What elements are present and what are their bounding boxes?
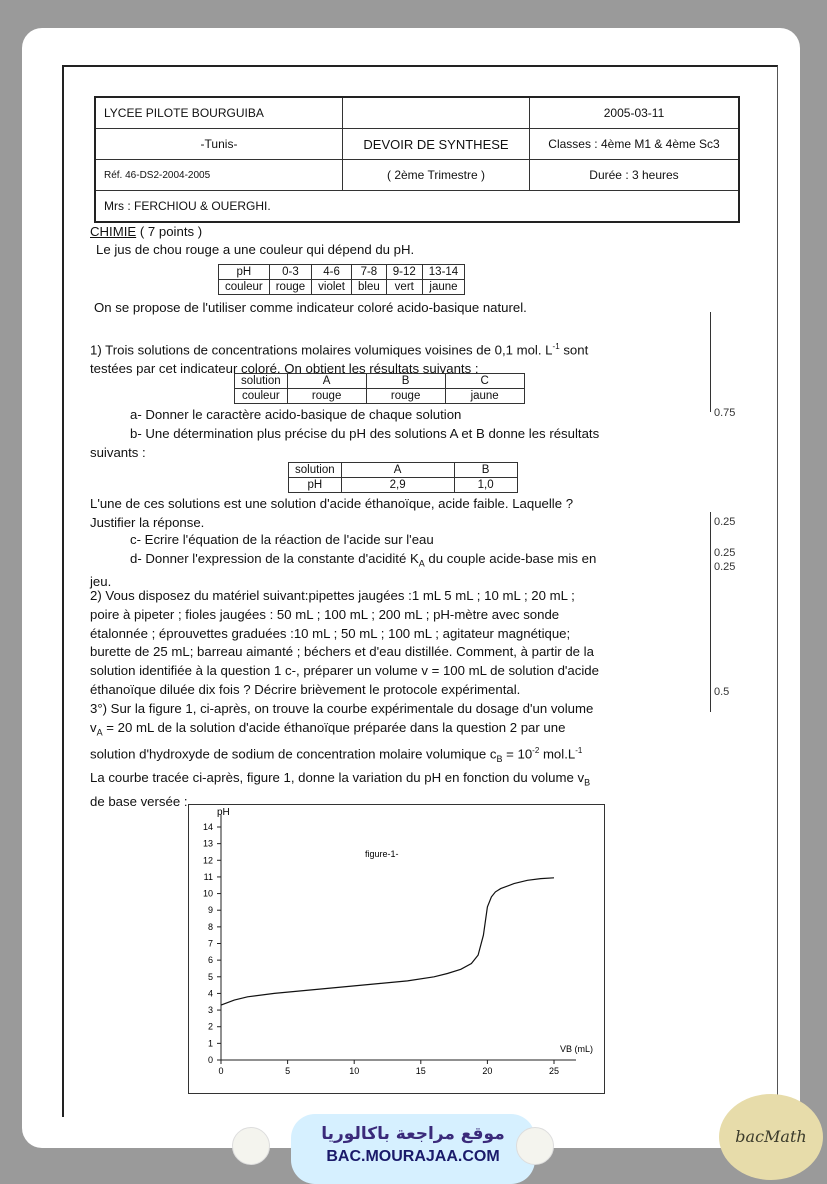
margin-point: 0.25 bbox=[714, 561, 736, 573]
margin-point: 0.75 bbox=[714, 407, 736, 419]
chart-title: figure-1- bbox=[365, 849, 399, 859]
x-tick-label: 15 bbox=[415, 1066, 426, 1076]
indicator-table: pH 0-3 4-6 7-8 9-12 13-14 couleur rouge violet bleu vert jaune bbox=[218, 264, 465, 295]
x-tick-label: 20 bbox=[482, 1066, 493, 1076]
question-1b-justify: L'une de ces solutions est une solution d'acide éthanoïque, acide faible. Laquelle ? Justifier la réponse. bbox=[90, 496, 574, 530]
trimester: ( 2ème Trimestre ) bbox=[343, 160, 530, 191]
y-tick-label: 6 bbox=[207, 955, 213, 966]
question-1: 1) Trois solutions de concentrations molaires volumiques voisines de 0,1 mol. $L^{-1}$ sont testées par cet indicateur coloré. On obtient les résultats suivants : bbox=[90, 342, 589, 377]
site-logo-right bbox=[516, 1127, 554, 1165]
bacmath-stamp: bacMath bbox=[719, 1094, 823, 1180]
x-tick-label: 10 bbox=[349, 1066, 360, 1076]
reference: Réf. 46-DS2-2004-2005 bbox=[95, 160, 343, 191]
x-tick-label: 25 bbox=[548, 1066, 560, 1076]
question-1a: a- Donner le caractère acido-basique de chaque solution bbox=[130, 407, 462, 422]
margin-point: 0.5 bbox=[714, 686, 730, 698]
y-tick-label: 8 bbox=[207, 921, 213, 932]
solution-ph-table: solution A B pH 2,9 1,0 bbox=[288, 462, 518, 493]
footer-banner[interactable] bbox=[291, 1114, 535, 1184]
y-tick-label: 2 bbox=[207, 1021, 213, 1032]
intro-text: Le jus de chou rouge a une couleur qui dépend du pH. bbox=[96, 242, 415, 257]
question-1c: c- Ecrire l'équation de la réaction de l'acide sur l'eau bbox=[130, 532, 434, 547]
x-tick-label: 5 bbox=[285, 1066, 291, 1076]
y-tick-label: 14 bbox=[202, 822, 213, 832]
classes: Classes : 4ème M1 & 4ème Sc3 bbox=[530, 129, 740, 160]
duration: Durée : 3 heures bbox=[530, 160, 740, 191]
y-tick-label: 11 bbox=[203, 871, 213, 882]
margin-point: 0.25 bbox=[714, 547, 736, 559]
exam-date: 2005-03-11 bbox=[530, 97, 740, 129]
header-table bbox=[94, 96, 740, 223]
question-3: 3°) Sur la figure 1, ci-après, on trouve la courbe expérimentale du dosage d'un volume $v_A = 20$ mL de la solution d'acide éthanoïque préparée dans la question 2 par une solution d'hydroxyde de sodium de concentration molaire volumique $c_B = 10^{-2}$ $mol.L^{-1}$ La courbe tracée ci-après, figure 1, donne la variation du pH en fonction du volume $v_B$ de base versée : bbox=[90, 701, 594, 809]
indicator-color-label: couleur bbox=[219, 280, 270, 295]
y-tick-label: 4 bbox=[207, 988, 213, 999]
section-heading bbox=[90, 224, 202, 240]
exam-title: DEVOIR DE SYNTHESE bbox=[343, 129, 530, 160]
y-tick-label: 7 bbox=[207, 938, 213, 949]
exam-sheet bbox=[22, 28, 807, 1165]
indicator-ph-label: pH bbox=[219, 265, 270, 280]
titration-chart-svg bbox=[189, 805, 604, 1093]
footer-site[interactable]: BAC.MOURAJAA.COM bbox=[326, 1148, 500, 1165]
y-tick-label: 5 bbox=[207, 971, 213, 982]
site-logo-left bbox=[232, 1127, 270, 1165]
footer-arabic: موقع مراجعة باكالوريا bbox=[321, 1124, 505, 1144]
indicator-use: On se propose de l'utiliser comme indicateur coloré acido-basique naturel. bbox=[94, 300, 527, 315]
y-tick-label: 10 bbox=[202, 888, 213, 899]
x-tick-label: 0 bbox=[218, 1066, 224, 1076]
section-title: CHIMIE bbox=[90, 224, 137, 239]
y-tick-label: 13 bbox=[202, 838, 213, 849]
y-tick-label: 12 bbox=[202, 855, 213, 866]
question-2: 2) Vous disposez du matériel suivant:pipettes jaugées :1 mL 5 mL ; 10 mL ; 20 mL ; poire à pipeter ; fioles jaugées : 50 mL ; 100 mL ; 200 mL ; pH-mètre avec sonde étalonnée ; éprouvettes graduées :10 mL ; 50 mL ; 100 mL ; agitateur magnétique; burette de 25 mL; barreau aimanté ; béchers et d'eau distillée. Comment, à partir de la solution identifiée à la question 1 c-, préparer un volume v = 100 mL de solution d'acide éthanoïque diluée dix fois ? Décrire brièvement le protocole expérimental. bbox=[90, 588, 599, 697]
question-1b: b- Une détermination plus précise du pH des solutions A et B donne les résultats suivants : bbox=[90, 426, 600, 460]
y-tick-label: 1 bbox=[207, 1038, 213, 1049]
x-axis-label: VB (mL) bbox=[560, 1044, 594, 1054]
ph-curve bbox=[221, 878, 554, 1005]
section-points: ( 7 points ) bbox=[139, 224, 203, 239]
city: -Tunis- bbox=[95, 129, 343, 160]
solution-color-table: solution A B C couleur rouge rouge jaune bbox=[234, 373, 525, 404]
teachers: Mrs : FERCHIOU & OUERGHI. bbox=[104, 199, 271, 213]
margin-point: 0.25 bbox=[714, 516, 736, 528]
y-axis-label: pH bbox=[217, 807, 230, 818]
y-tick-label: 9 bbox=[207, 905, 213, 916]
question-1d: d- Donner l'expression de la constante d'acidité $K_A$ du couple acide-base mis en jeu. bbox=[90, 551, 597, 590]
y-tick-label: 3 bbox=[207, 1005, 213, 1016]
titration-chart bbox=[188, 804, 605, 1094]
y-tick-label: 0 bbox=[207, 1055, 213, 1065]
school-name: LYCEE PILOTE BOURGUIBA bbox=[95, 97, 343, 129]
